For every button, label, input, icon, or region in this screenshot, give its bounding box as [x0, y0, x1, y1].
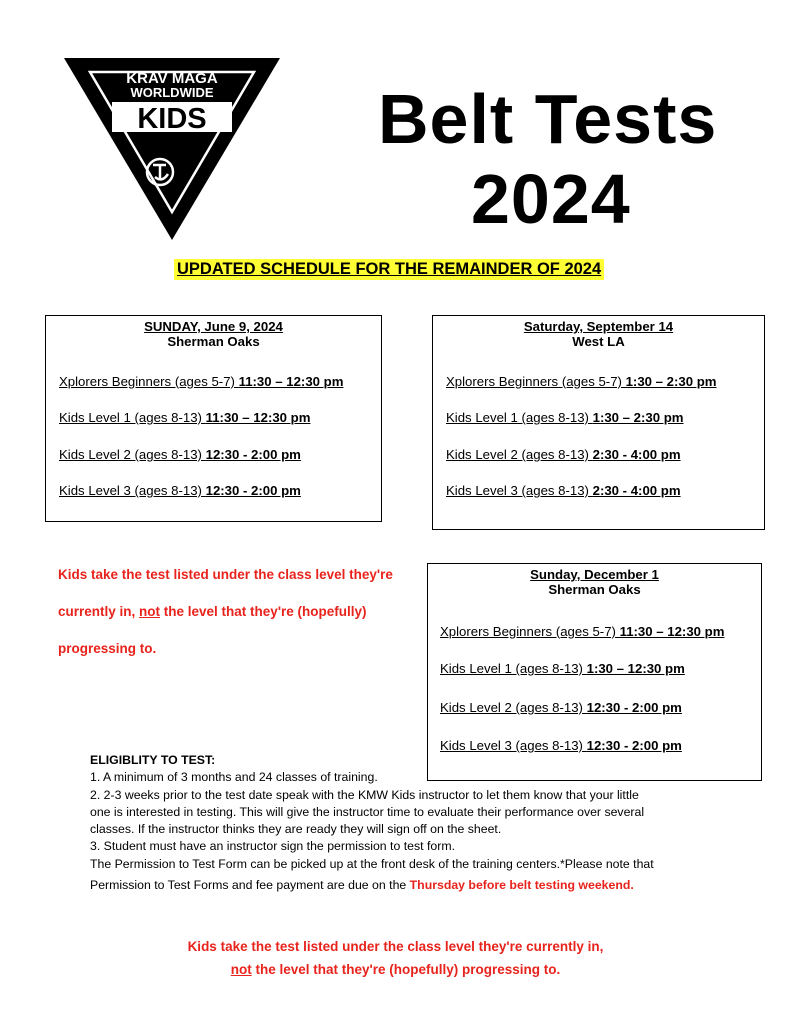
schedule-row: Kids Level 1 (ages 8-13) 1:30 – 12:30 pm — [440, 661, 685, 676]
schedule-location: Sherman Oaks — [167, 334, 260, 349]
test-level-note: Kids take the test listed under the class level they're currently in, not the level that they're (hopefully) progressing to. — [58, 567, 393, 656]
page-title-line-2: 2024 — [471, 160, 631, 238]
updated-schedule-banner: UPDATED SCHEDULE FOR THE REMAINDER OF 2024 — [174, 259, 604, 280]
schedule-row: Xplorers Beginners (ages 5-7) 1:30 – 2:30 pm — [446, 374, 717, 389]
schedule-row: Xplorers Beginners (ages 5-7) 11:30 – 12:30 pm — [440, 624, 725, 639]
page-title-line-1: Belt Tests — [378, 80, 718, 158]
logo-line-2: WORLDWIDE — [130, 85, 214, 100]
schedule-row: Kids Level 3 (ages 8-13) 12:30 - 2:00 pm — [59, 483, 301, 498]
schedule-row: Kids Level 1 (ages 8-13) 11:30 – 12:30 pm — [59, 410, 311, 425]
schedule-row: Xplorers Beginners (ages 5-7) 11:30 – 12:30 pm — [59, 374, 344, 389]
schedule-date: Sunday, December 1 — [530, 567, 659, 582]
logo-line-3: KIDS — [137, 103, 207, 135]
schedule-location: Sherman Oaks — [548, 582, 641, 597]
kmw-kids-logo — [62, 56, 282, 242]
schedule-row: Kids Level 3 (ages 8-13) 12:30 - 2:00 pm — [440, 738, 682, 753]
schedule-box-september — [432, 315, 765, 530]
schedule-box-june — [45, 315, 382, 522]
schedule-location: West LA — [572, 334, 625, 349]
schedule-date: SUNDAY, June 9, 2024 — [144, 319, 283, 334]
schedule-row: Kids Level 1 (ages 8-13) 1:30 – 2:30 pm — [446, 410, 684, 425]
logo-line-1: KRAV MAGA — [126, 70, 218, 87]
schedule-row: Kids Level 2 (ages 8-13) 12:30 - 2:00 pm — [440, 700, 682, 715]
eligibility-section: ELIGIBLITY TO TEST: 1. A minimum of 3 months and 24 classes of training. 2. 2-3 weeks prior to the test date speak with the KMW Kids instructor to let them know that your little one is interested in testing. This will give the instructor time to evaluate their performance over several classes. If the instructor thinks they are ready they will sign off on the sheet. 3. Student must have an instructor sign the permission to test form. The Permission to Test Form can be picked up at the front desk of the training centers.*Please note that Permission to Test Forms and fee payment are due on the Thursday before belt testing weekend. — [90, 752, 700, 894]
schedule-row: Kids Level 2 (ages 8-13) 2:30 - 4:00 pm — [446, 447, 681, 462]
schedule-row: Kids Level 2 (ages 8-13) 12:30 - 2:00 pm — [59, 447, 301, 462]
schedule-row: Kids Level 3 (ages 8-13) 2:30 - 4:00 pm — [446, 483, 681, 498]
schedule-box-december — [427, 563, 762, 781]
schedule-date: Saturday, September 14 — [523, 319, 674, 334]
footer-note: Kids take the test listed under the class level they're currently in, not the level that they're (hopefully) progressing to. — [187, 939, 604, 977]
eligibility-heading: ELIGIBLITY TO TEST: — [90, 753, 216, 767]
